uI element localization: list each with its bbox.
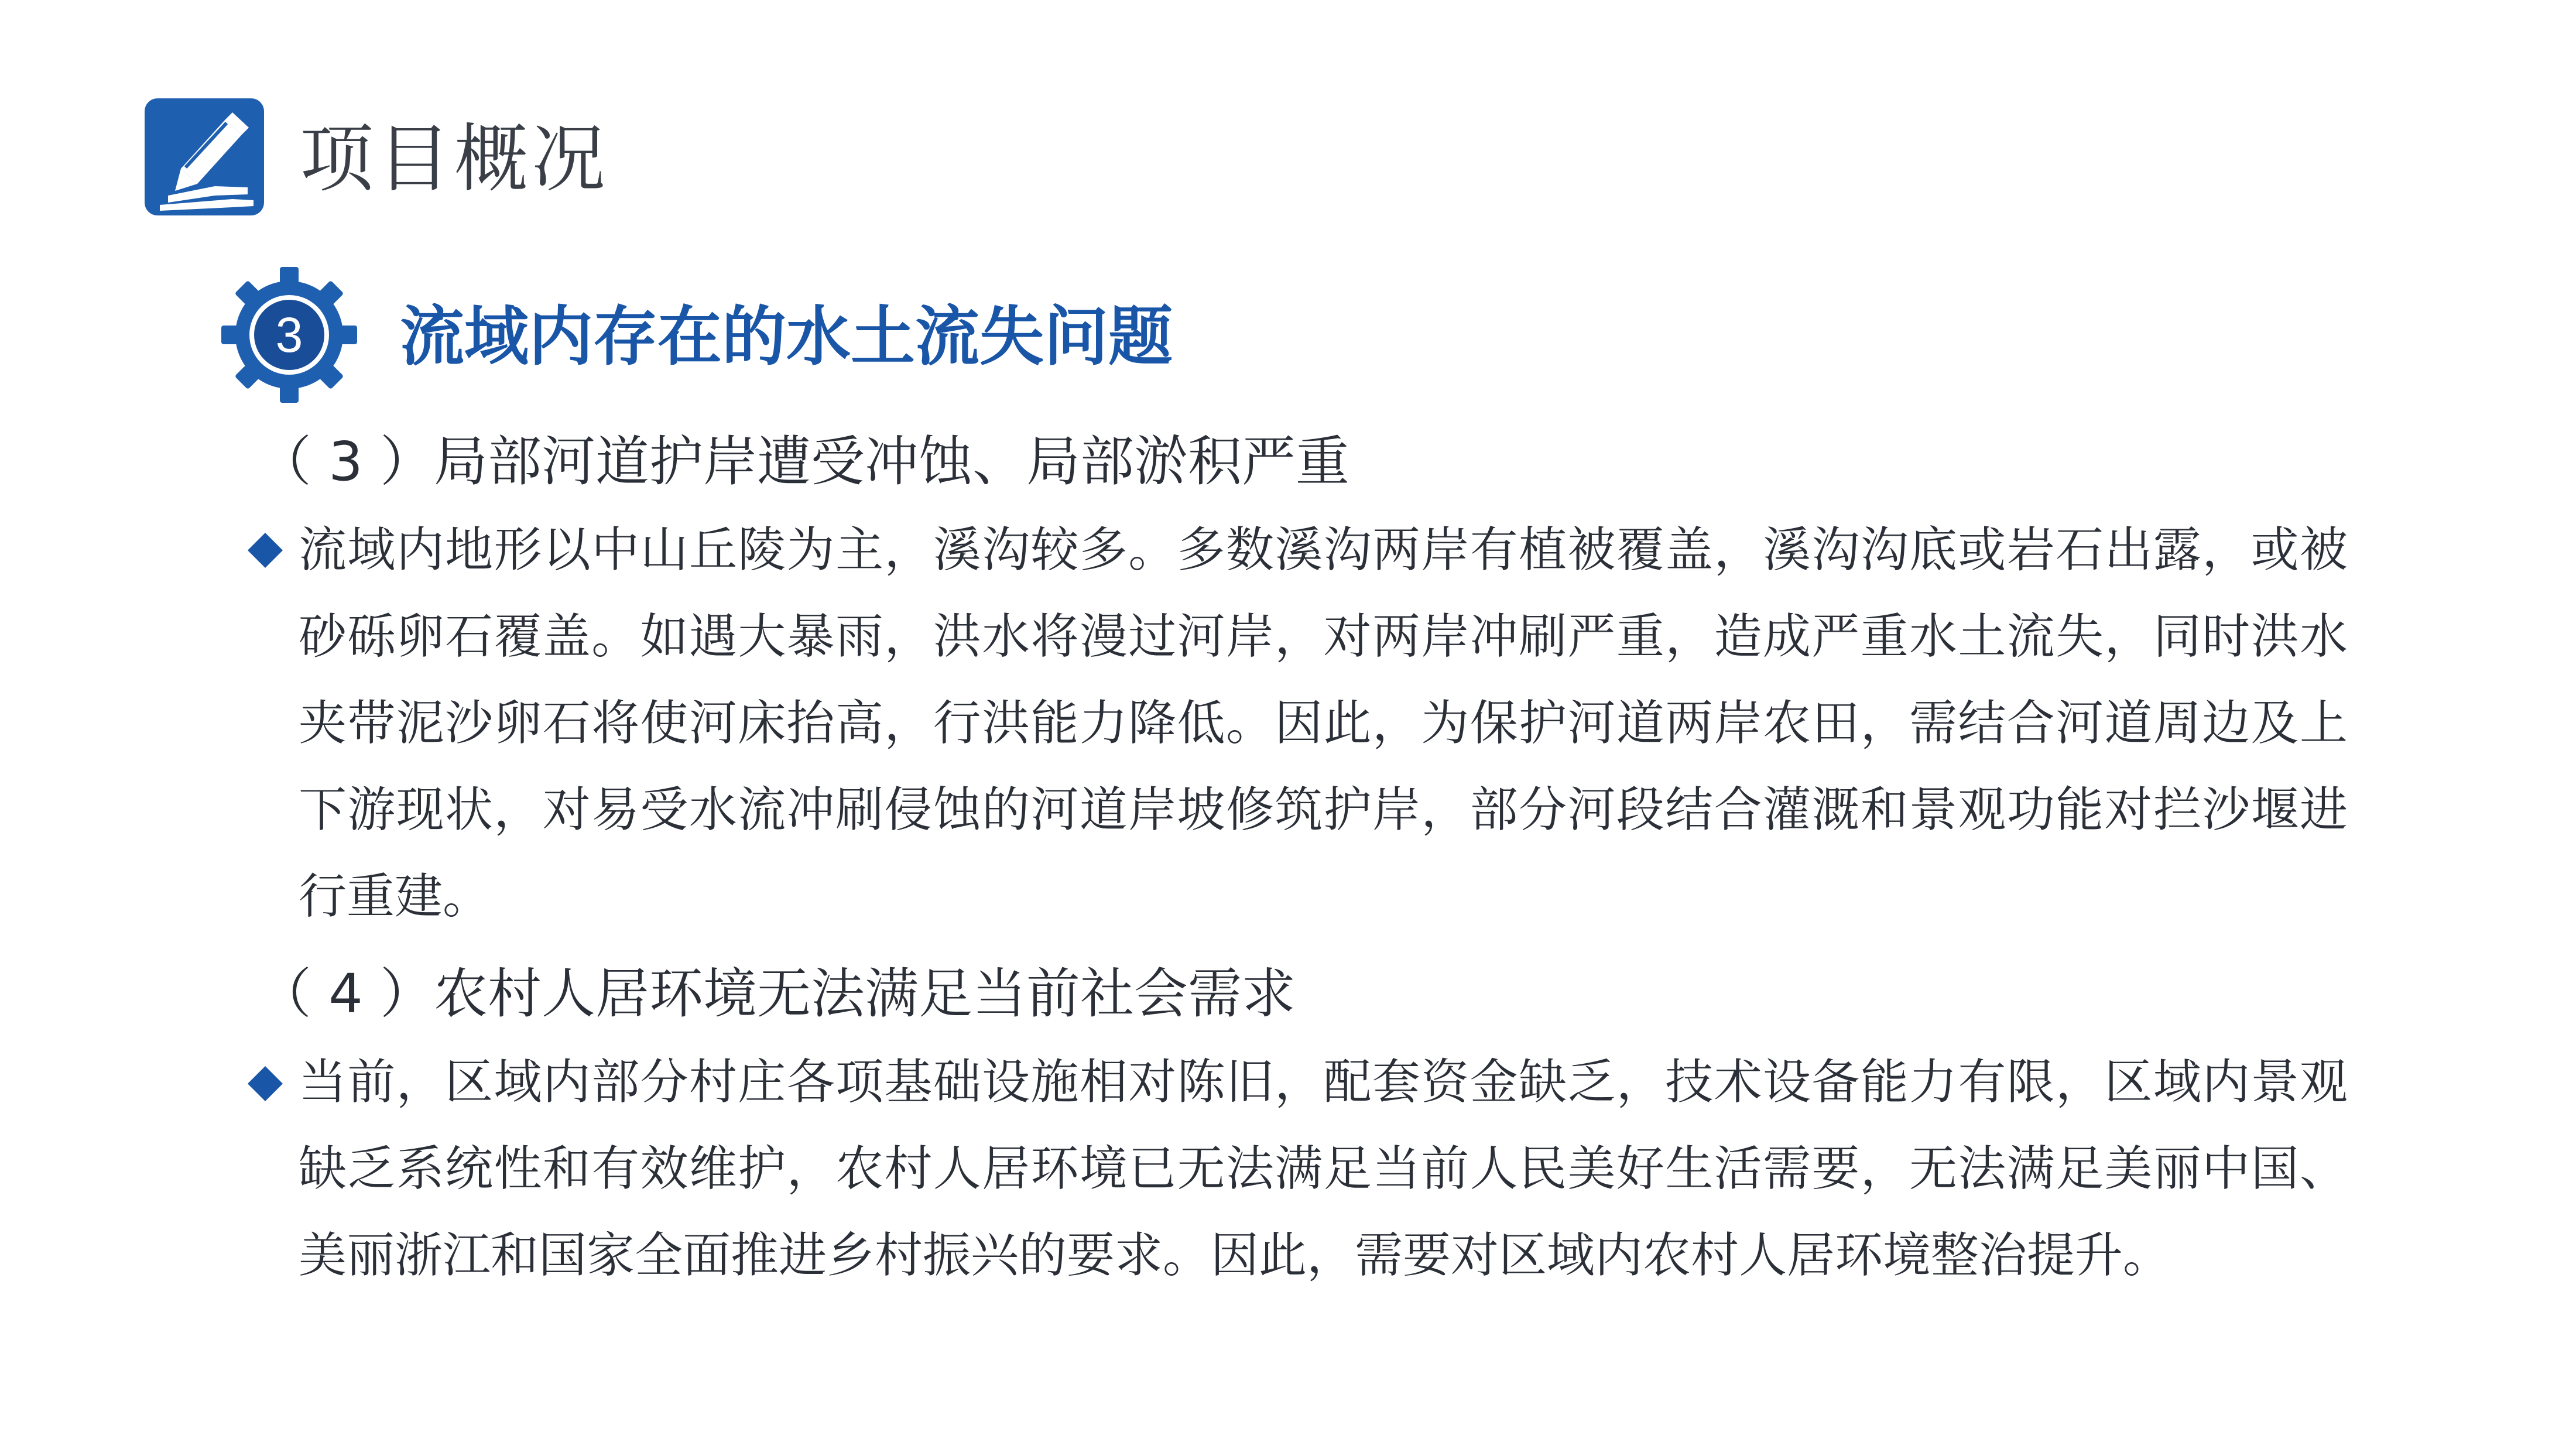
pencil-icon	[145, 98, 264, 215]
item-subtitle: （ 3 ）局部河道护岸遭受冲蚀、局部淤积严重	[258, 430, 1350, 493]
section-badge	[219, 265, 359, 405]
item-paragraph: 流域内地形以中山丘陵为主，溪沟较多。多数溪沟两岸有植被覆盖，溪沟沟底或岩石出露，或被砂砾卵石覆盖。如遇大暴雨，洪水将漫过河岸，对两岸冲刷严重，造成严重水土流失，同时洪水夹带泥沙卵石将使河床抬高，行洪能力降低。因此，为保护河道两岸农田，需结合河道周边及上下游现状，对易受水流冲刷侵蚀的河道岸坡修筑护岸，部分河段结合灌溉和景观功能对拦沙堰进行重建。	[299, 522, 2348, 924]
bullet-marker	[244, 1063, 286, 1105]
diamond-icon	[244, 529, 286, 571]
item-subtitle: （ 4 ）农村人居环境无法满足当前社会需求	[258, 962, 1296, 1025]
item-paragraph: 当前，区域内部分村庄各项基础设施相对陈旧，配套资金缺乏，技术设备能力有限，区域内景观缺乏系统性和有效维护，农村人居环境已无法满足当前人民美好生活需要，无法满足美丽中国、美丽浙江和国家全面推进乡村振兴的要求。因此，需要对区域内农村人居环境整治提升。	[299, 1054, 2348, 1283]
logo-badge	[145, 98, 264, 215]
section-heading: 流域内存在的水土流失问题	[400, 299, 1173, 374]
diamond-icon	[244, 1063, 286, 1105]
section-number: 3	[275, 307, 303, 362]
bullet-marker	[244, 529, 286, 571]
page-title: 项目概况	[300, 116, 609, 202]
